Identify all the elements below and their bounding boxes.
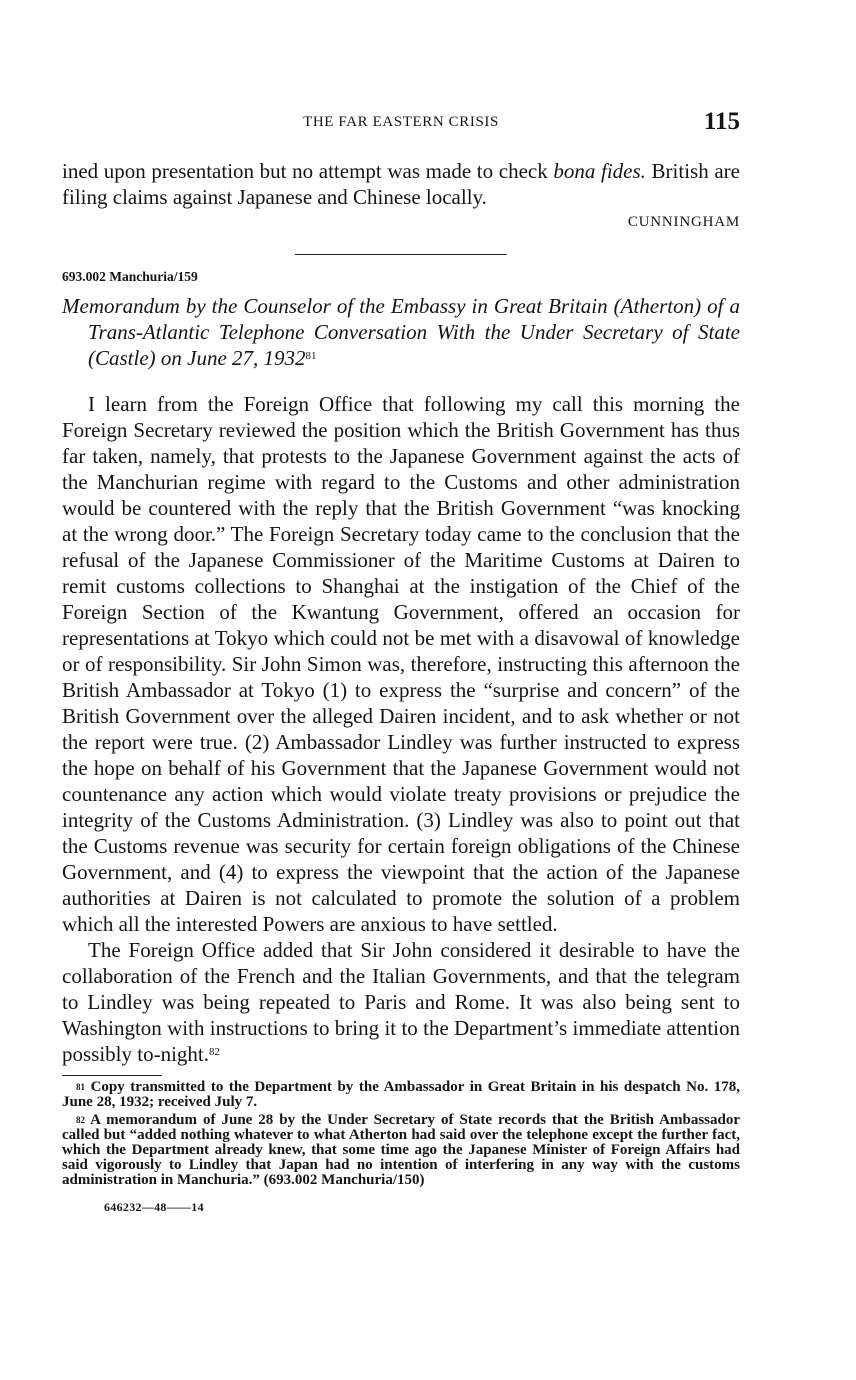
footnote-ref-81: 81 [305, 350, 317, 362]
footnote-ref-82: 82 [209, 1046, 221, 1058]
footnote-number: 81 [76, 1082, 85, 1092]
running-title: THE FAR EASTERN CRISIS [303, 114, 499, 130]
latin-phrase: bona fides. [553, 159, 646, 183]
document-heading-text: Memorandum by the Counselor of the Embassy in Great Britain (Atherton) of a Trans-Atlantic Telephone Conversation With the Under Secretary of State (Castle) on June 27, 1932 [62, 294, 740, 370]
body-paragraph [62, 937, 740, 1067]
body-paragraph: I learn from the Foreign Office that following my call this morning the Foreign Secretary reviewed the position which the British Government has thus far taken, namely, that protests to the Japanese Government against the acts of the Manchurian regime with regard to the Customs and other administration would be countered with the reply that the British Government “was knocking at the wrong door.” The Foreign Secretary today came to the conclusion that the refusal of the Japanese Commissioner of the Maritime Customs at Dairen to remit customs collections to Shanghai at the instigation of the Chief of the Foreign Section of the Kwantung Government, offered an occasion for representations at Tokyo which could not be met with a disavowal of knowledge or of responsibility. Sir John Simon was, therefore, instructing this afternoon the British Ambassador at Tokyo (1) to express the “surprise and concern” of the British Government over the alleged Dairen incident, and to ask whether or not the report were true. (2) Ambassador Lindley was further instructed to express the hope on behalf of his Government that the Japanese Government would not countenance any action which would violate treaty provisions or prejudice the integrity of the Customs Administration. (3) Lindley was also to point out that the Customs revenue was security for certain foreign obligations of the Chinese Government, and (4) to express the viewpoint that the action of the Japanese authorities at Dairen is not calculated to promote the solution of a problem which all the interested Powers are anxious to have settled. [62, 392, 740, 936]
continuation-text-end: British are filing claims against Japanese and Chinese locally. [62, 159, 740, 209]
continuation-paragraph [62, 158, 740, 210]
footnote-text: Copy transmitted to the Department by the Ambassador in Great Britain in his despatch No. 178, June 28, 1932; received July 7. [62, 1079, 740, 1110]
continuation-text: ined upon presentation but no attempt was made to check [62, 159, 554, 183]
file-reference: 693.002 Manchuria/159 [62, 269, 198, 284]
footnote-text: A memorandum of June 28 by the Under Secretary of State records that the British Ambassador called but “added nothing whatever to what Atherton had said over the telephone except the further fact, which the Department already knew, that some time ago the Japanese Minister of Foreign Affairs had said vigorously to Lindley that Japan had no intention of interfering in any way with the customs administration in Manchuria.” (693.002 Manchuria/150) [62, 1112, 740, 1188]
footnote-82 [62, 1113, 740, 1188]
document-heading [62, 293, 740, 371]
body-paragraph-text: The Foreign Office added that Sir John considered it desirable to have the collaboration of the French and the Italian Governments, and that the telegram to Lindley was being repeated to Paris and Rome. It was also being sent to Washington with instructions to bring it to the Department’s immediate attention possibly to-night. [62, 938, 740, 1066]
footnote-divider [62, 1075, 162, 1076]
section-divider [295, 254, 507, 255]
running-header [62, 108, 740, 138]
memorandum-body [62, 391, 740, 1067]
print-code: 646232—48——14 [104, 1200, 204, 1214]
signature-name: CUNNINGHAM [627, 214, 740, 230]
page-number: 115 [703, 108, 740, 135]
document-page [62, 108, 740, 1215]
footnote-number: 82 [76, 1115, 85, 1125]
signature [62, 210, 740, 234]
footnote-81 [62, 1080, 740, 1110]
